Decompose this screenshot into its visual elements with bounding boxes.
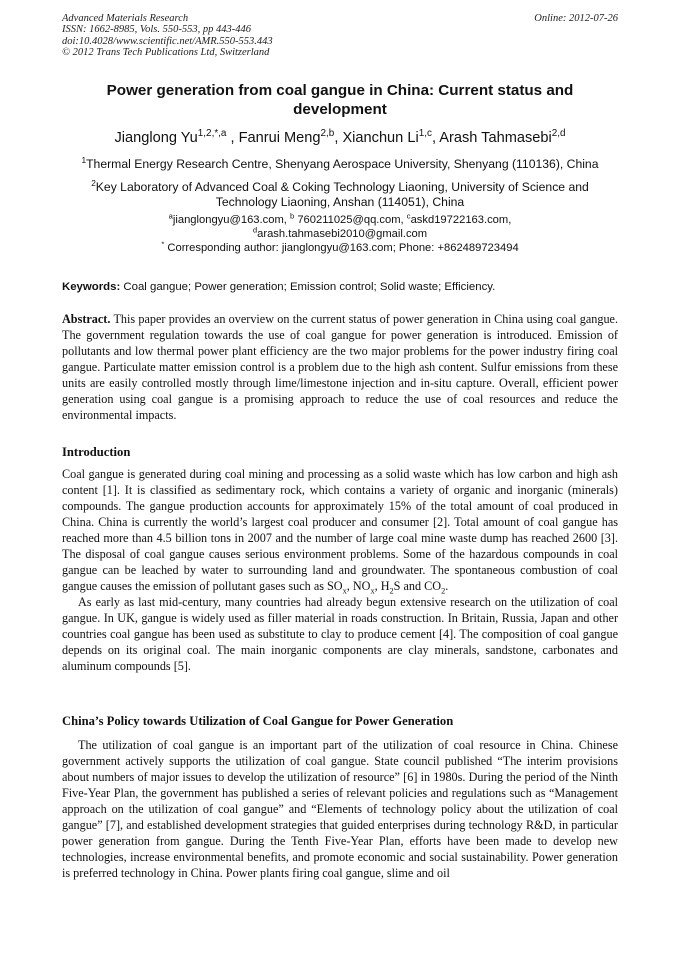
abstract-label: Abstract. <box>62 312 111 326</box>
affiliation-text: Key Laboratory of Advanced Coal & Coking Technology Liaoning, University of Science and Technology Liaoning, Anshan (114051), China <box>95 180 589 209</box>
journal-doi: doi:10.4028/www.scientific.net/AMR.550-553.443 <box>62 35 273 47</box>
author-name: Arash Tahmasebi <box>439 130 552 146</box>
journal-name: Advanced Materials Research <box>62 13 189 24</box>
journal-header <box>62 13 618 58</box>
paragraph: Coal gangue is generated during coal mining and processing as a solid waste which has low carbon and high ash content [1]. It is classified as sedimentary rock, which contains a variety of organic and inorganic (minerals) compounds. The gangue production accounts for approximately 15% of the total amount of coal produced in China. China is currently the world’s largest coal producer and consumer [2]. Total amount of coal gangue has reached more than 4.5 billion tons in 2007 and the number of large coal mine waste dump has reached 2600 [3]. The disposal of coal gangue causes serious environment problems. Some of the hazardous compounds in coal gangue can be leached by water to surrounding land and groundwater. The spontaneous combustion of coal gangue causes the emission of pollutant gases such as $SO_x$, $NO_x$, $H_2S$ and $CO_2$. <box>62 467 618 596</box>
abstract-text: This paper provides an overview on the current status of power generation in China using coal gangue. The government regulation towards the use of coal gangue for power generation is introduced. Emission of pollutants and low thermal power plant efficiency are the two major problems for the power industry firing coal gangue. Particulate matter emission control is a problem due to the high ash content. Sulfur emissions from these units are easily controlled mostly through lime/limestone injection and in-situ capture. Overall, efficient power generation using coal gangue is a promising approach to reduce the use of coal resources and reduce the environmental impacts. <box>62 312 618 422</box>
paragraph: The utilization of coal gangue is an important part of the utilization of coal resource in China. Chinese government actively supports the utilization of coal gangue. State council published “The interim provisions about numbers of major issues to develop the utilization of resource” [6] in 1980s. During the period of the Ninth Five-Year Plan, the government has published a series of relevant policies and regulations such as “Management approach on the utilization of coal gangue” and “Elements of technology policy about the utilization of coal gangue” [7], and established development strategies that guided enterprises during technology R&D, in particular power generation from gangue. During the Tenth Five-Year Plan, efforts have been made to develop new technologies, increase environmental benefits, and promote economic and social sustainability. Power generation is preferred technology in China. Power plants firing coal gangue, slime and oil <box>62 738 618 880</box>
online-date: Online: 2012-07-26 <box>534 13 618 24</box>
author-sup: 2,d <box>551 128 566 140</box>
keywords <box>62 281 618 293</box>
email-b: 760211025@qq.com <box>297 214 401 226</box>
email-a: jianglongyu@163.com <box>172 214 284 226</box>
author-name: Jianglong Yu <box>114 130 198 146</box>
paragraph: As early as last mid-century, many countries had already begun extensive research on the utilization of coal gangue. In UK, gangue is widely used as filler material in roads construction. In Britain, Russia, Japan and other countries coal gangue has been used as substitute to clay to produce cement [4]. The composition of coal gangue depends on its original coal. The main inorganic components are clay minerals, sandstone, carbonates and aluminum compounds [5]. <box>62 595 618 673</box>
email-d: arash.tahmasebi2010@gmail.com <box>257 228 428 240</box>
journal-copyright: © 2012 Trans Tech Publications Ltd, Switzerland <box>62 46 270 58</box>
affiliation-sup: 1 <box>81 154 87 165</box>
email-c: askd19722163.com <box>410 214 509 226</box>
email-line-1: $^a$jianglongyu@163.com, $^b$ 760211025@qq.com, $^c$askd19722163.com, <box>168 211 512 226</box>
author-sup: 1,2,*,a <box>197 128 227 140</box>
author-list: Jianglong $Yu^{1,2,*,a}$ , Fanrui Meng$^{2,b}$, Xianchun Li$^{1,c}$, Arash Tahmasebi$^{2,d}$ <box>114 128 566 146</box>
paper-title: Power generation from coal gangue in China: Current status and development <box>106 82 574 118</box>
abstract <box>62 311 618 423</box>
author-name: Fanrui Meng <box>238 130 321 146</box>
email-line-2: $^d$arash.tahmasebi2010@gmail.com <box>252 225 428 240</box>
author-name: Xianchun Li <box>342 130 419 146</box>
introduction-body <box>62 466 618 674</box>
affiliation-2 <box>62 177 618 210</box>
affiliation-1 <box>50 154 630 171</box>
section-heading-policy: China’s Policy towards Utilization of Coal Gangue for Power Generation <box>62 714 454 728</box>
affiliation-sup: 2 <box>91 177 96 188</box>
corresponding-line: * Corresponding author: jianglongyu@163.com; Phone: +862489723494 <box>161 239 519 254</box>
email-block <box>62 213 618 255</box>
keywords-label: Keywords: <box>62 281 121 293</box>
author-sup: 2,b <box>320 128 335 140</box>
keywords-text: Coal gangue; Power generation; Emission control; Solid waste; Efficiency. <box>123 281 496 293</box>
corresponding-author: Corresponding author: jianglongyu@163.com; Phone: +862489723494 <box>167 242 519 254</box>
policy-body <box>62 737 618 881</box>
section-heading-introduction: Introduction <box>62 445 131 459</box>
affiliation-text: Thermal Energy Research Centre, Shenyang Aerospace University, Shenyang (110136), China <box>86 157 599 171</box>
author-sup: 1,c <box>418 128 432 140</box>
journal-issn: ISSN: 1662-8985, Vols. 550-553, pp 443-446 <box>62 24 251 36</box>
